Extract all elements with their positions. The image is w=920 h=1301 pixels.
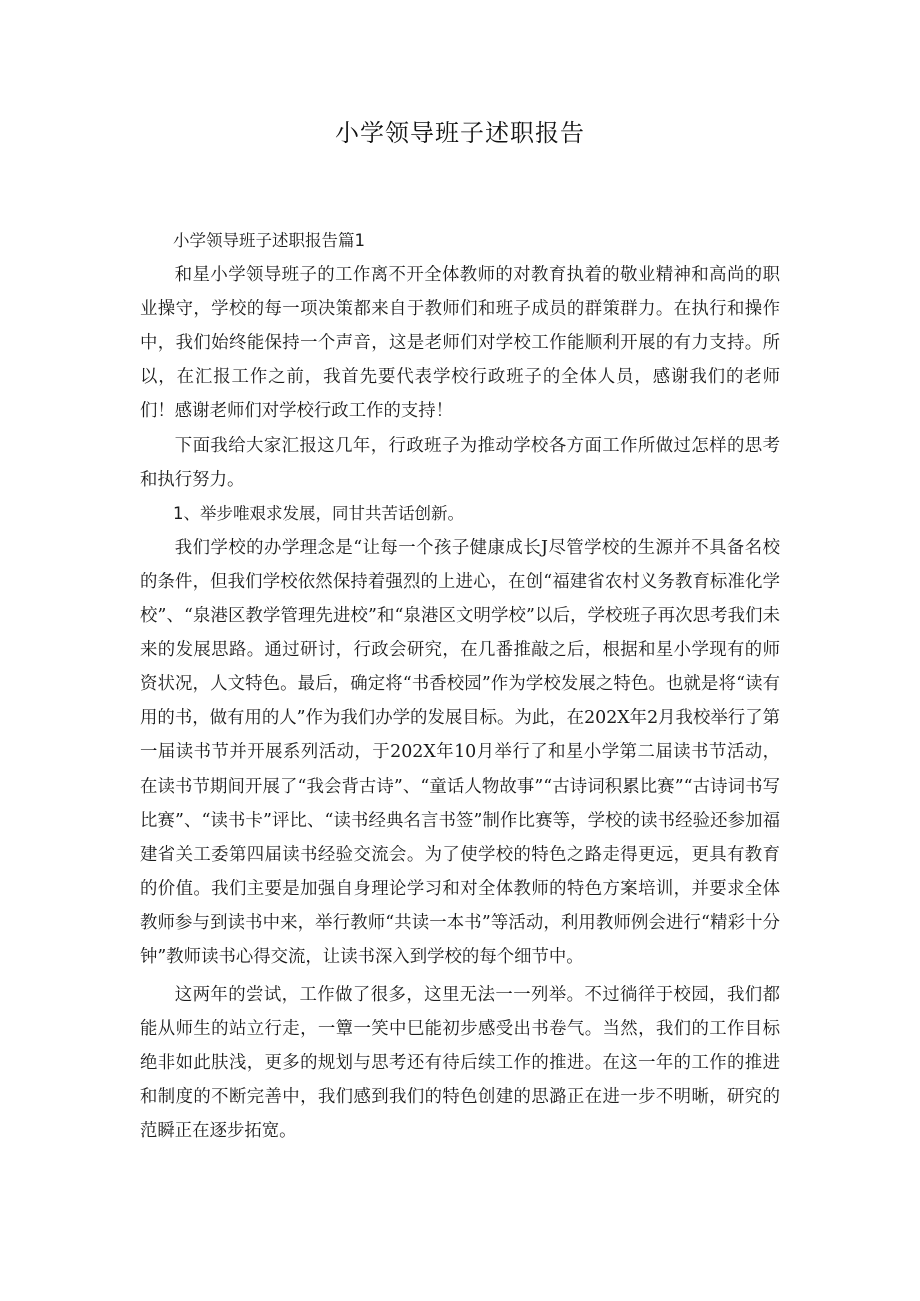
- document-title: 小学领导班子述职报告: [335, 119, 585, 147]
- document-body: [140, 224, 780, 1149]
- point-heading: 1、举步唯艰求发展，同甘共苦话创新。: [173, 503, 464, 523]
- paragraph: 这两年的尝试，工作做了很多，这里无法一一列举。不过徜徉于校园，我们都能从师生的站立行走，一簟一笑中巳能初步感受出书卷气。当然，我们的工作目标绝非如此肤浅，更多的规划与思考还有待后续工作的推进。在这一年的工作的推进和制度的不断完善中，我们感到我们的特色创建的思潞正在进一步不明晰，研究的范瞬正在逐步拓宽。: [140, 985, 780, 1142]
- section-heading: 小学领导班子述职报告篇1: [173, 231, 365, 250]
- paragraph: 和星小学领导班子的工作离不开全体教师的对教育执着的敬业精神和高尚的职业操守，学校的每一项决策都来自于教师们和班子成员的群策群力。在执行和操作中，我们始终能保持一个声音，这是老师们对学校工作能顺利开展的有力支持。所以，在汇报工作之前，我首先要代表学校行政班子的全体人员，感谢我们的老师们！感谢老师们对学校行政工作的支持！: [140, 265, 780, 422]
- paragraph: 下面我给大家汇报这几年，行政班子为推动学校各方面工作所做过怎样的思考和执行努力。: [140, 435, 780, 490]
- paragraph: 我们学校的办学理念是“让每一个孩子健康成长J尽管学校的生源并不具备名校的条件，但我们学校依然保持着强烈的上进心，在创“福建省农村义务教育标准化学校”、“泉港区教学管理先进校”和“泉港区文明学校”以后，学校班子再次思考我们未来的发展思路。通过研讨，行政会研究，在几番推敲之后，根据和星小学现有的师资状况，人文特色。最后，确定将“书香校园”作为学校发展之特色。也就是将“读有用的书，做有用的人”作为我们办学的发展目标。为此，在202X年2月我校举行了第一届读书节并开展系列活动，于202X年10月举行了和星小学第二届读书节活动，在读书节期间开展了“我会背古诗”、“童话人物故事”“古诗词积累比赛”“古诗词书写比赛”、“读书卡”评比、“读书经典名言书签”制作比赛等，学校的读书经验还参加福建省关工委第四届读书经验交流会。为了使学校的特色之路走得更远，更具有教育的价值。我们主要是加强自身理论学习和对全体教师的特色方案培训，并要求全体教师参与到读书中来，举行教师“共读一本书”等活动，利用教师例会进行“精彩十分钟”教师读书心得交流，让读书深入到学校的每个细节中。: [140, 537, 780, 967]
